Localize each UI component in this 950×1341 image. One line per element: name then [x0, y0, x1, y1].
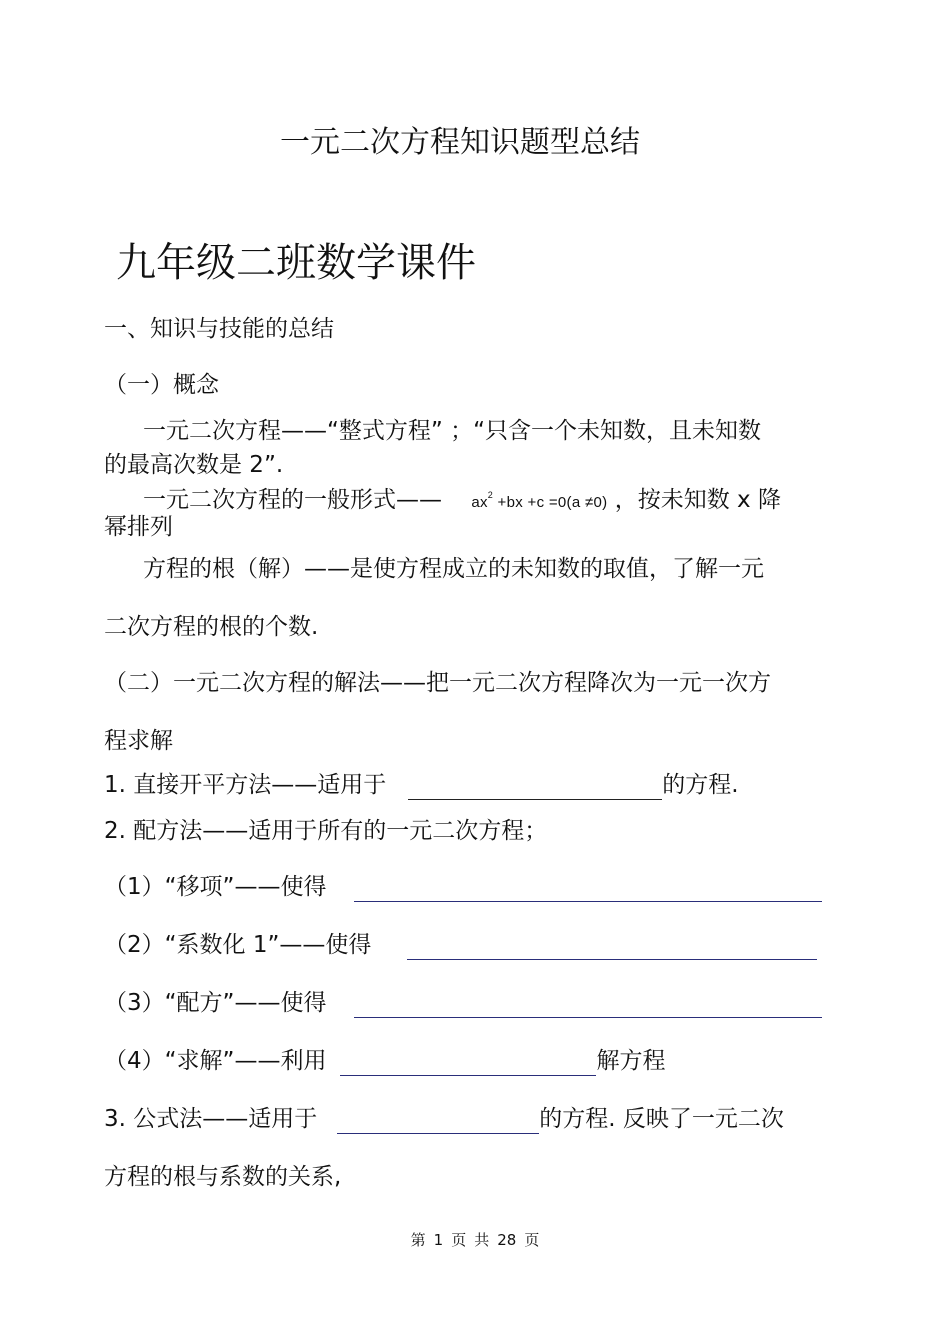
subsection-methods-2: 程求解 — [104, 728, 173, 754]
total-pages: 28 — [497, 1231, 517, 1249]
general-form-formula: $ax^2 +bx +c =0(a \ne 0)$ — [471, 490, 608, 511]
concept-line-1: 一元二次方程——“整式方程” ；“只含一个未知数，且未知数 — [143, 418, 762, 444]
step-2: （2）“系数化 1”——使得 — [104, 930, 817, 960]
concept-line-2: 的最高次数是 2”. — [104, 452, 284, 478]
concept-line-4: 幂排列 — [104, 514, 173, 540]
step-1: （1）“移项”——使得 — [104, 872, 822, 902]
subsection-concept: （一）概念 — [104, 372, 219, 398]
fill-blank-2[interactable] — [354, 877, 822, 902]
subsection-methods-1: （二）一元二次方程的解法——把一元二次方程降次为一元一次方 — [104, 670, 771, 696]
step-3: （3）“配方”——使得 — [104, 988, 822, 1018]
method-3-line-2: 方程的根与系数的关系, — [104, 1164, 342, 1190]
method-1: 1. 直接开平方法——适用于 的方程. — [104, 772, 739, 798]
fill-blank-5[interactable] — [340, 1051, 596, 1076]
document-subtitle: 九年级二班数学课件 — [116, 240, 476, 286]
general-form-prefix: 一元二次方程的一般形式—— — [143, 487, 442, 513]
general-form-suffix: ，按未知数 x 降 — [614, 487, 781, 513]
fill-blank-4[interactable] — [354, 993, 822, 1018]
section-heading: 一、知识与技能的总结 — [104, 316, 334, 342]
method-3: 3. 公式法——适用于 的方程. 反映了一元二次 — [104, 1106, 784, 1132]
step-4: （4）“求解”——利用 解方程 — [104, 1048, 666, 1074]
concept-line-6: 二次方程的根的个数. — [104, 614, 319, 640]
concept-line-5: 方程的根（解）——是使方程成立的未知数的取值，了解一元 — [143, 556, 764, 582]
current-page: 1 — [433, 1231, 444, 1249]
fill-blank-3[interactable] — [407, 935, 817, 960]
general-form-line — [143, 480, 781, 518]
page-footer: 第 1 页 共 28 页 — [410, 1231, 540, 1249]
fill-blank-1[interactable] — [408, 775, 662, 800]
document-title: 一元二次方程知识题型总结 — [280, 125, 640, 160]
method-2: 2. 配方法——适用于所有的一元二次方程； — [104, 818, 548, 844]
fill-blank-6[interactable] — [337, 1109, 539, 1134]
